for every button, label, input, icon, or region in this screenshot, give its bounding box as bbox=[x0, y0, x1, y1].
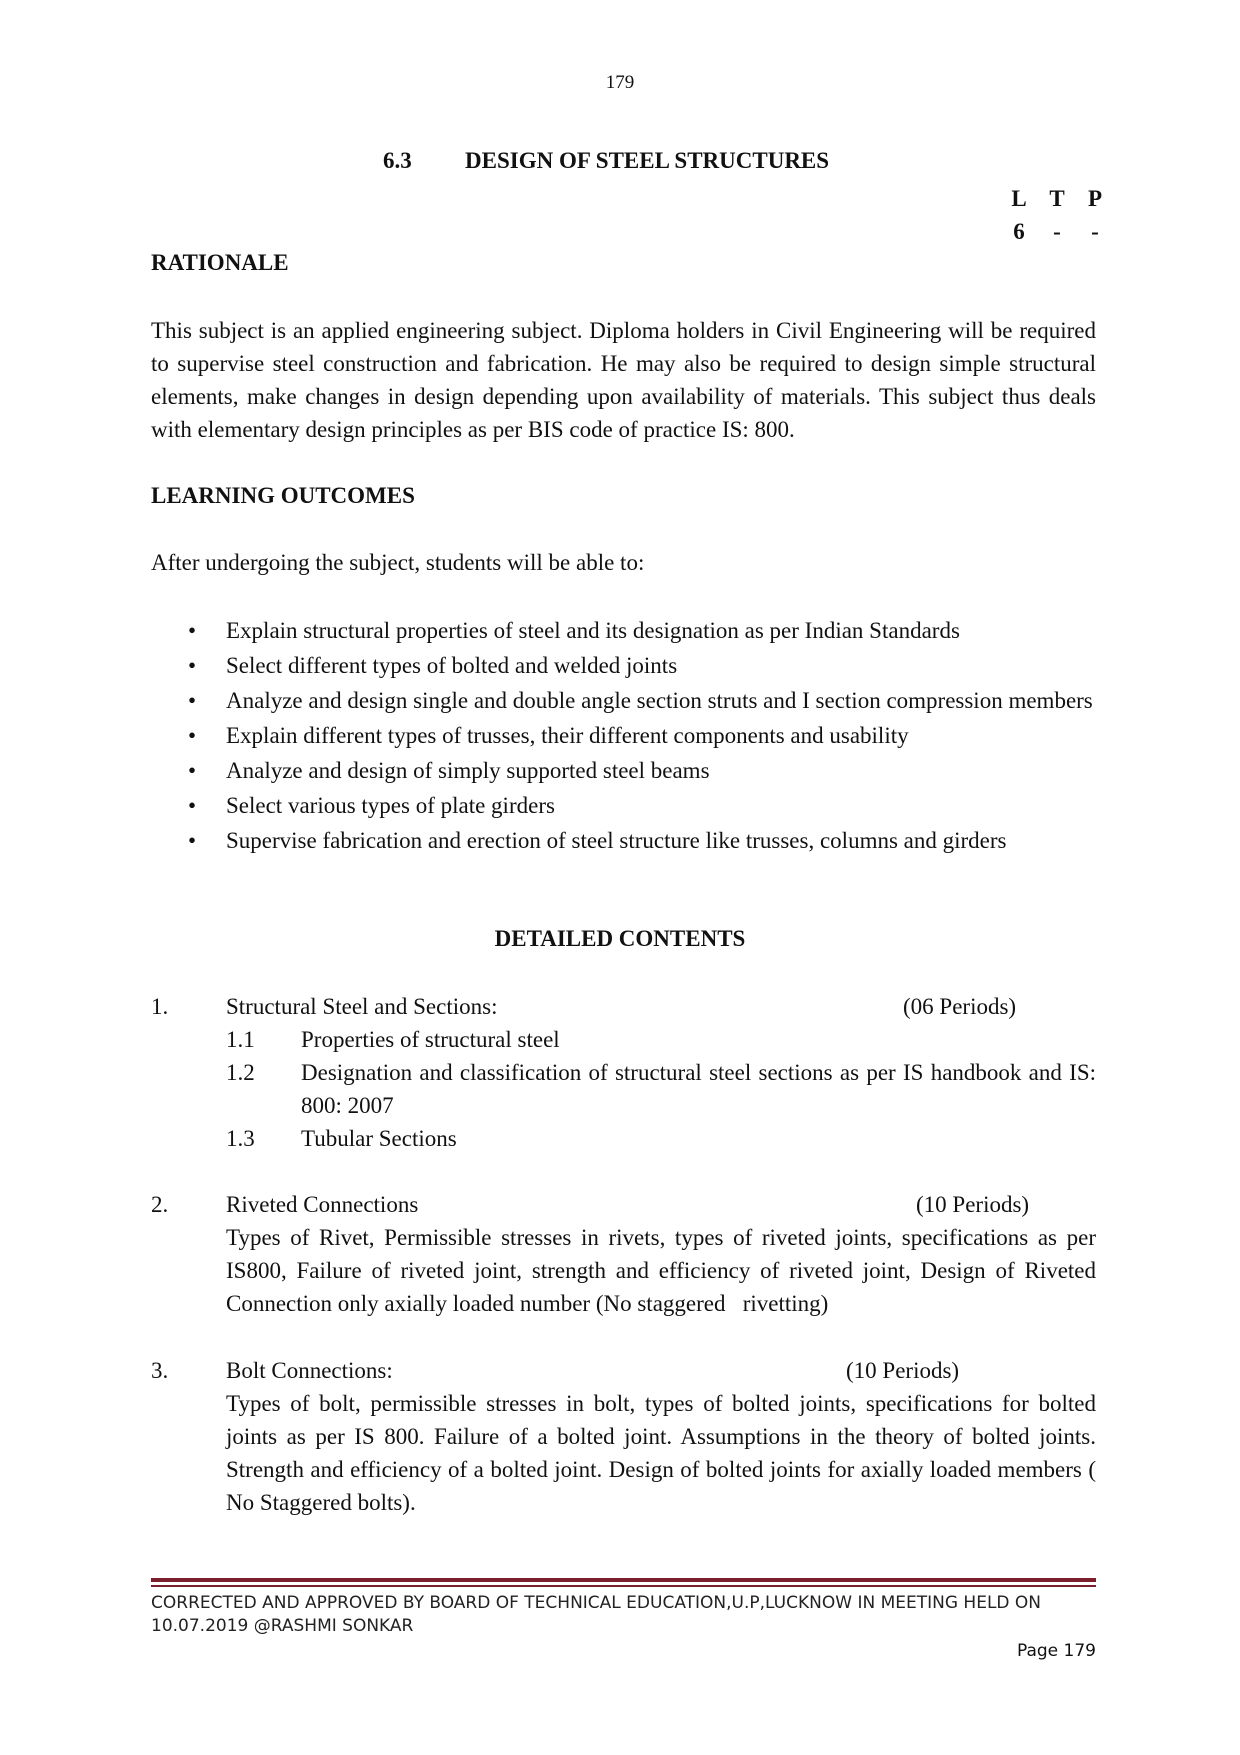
section-2-body: Types of Rivet, Permissible stresses in rivets, types of riveted joints, specifications as per IS800, Failure of riveted joint, strength and efficiency of riveted joint, Design of Riveted Connection only axially loaded number (No staggered rivetting) bbox=[226, 1225, 1102, 1316]
ltp-value-l: 6 bbox=[1013, 219, 1025, 244]
outcome-text: Select different types of bolted and welded joints bbox=[226, 653, 678, 678]
outcome-text: Analyze and design of simply supported steel beams bbox=[226, 758, 710, 783]
section-3-periods: (10 Periods) bbox=[846, 1358, 960, 1383]
subitem-1-3-number: 1.3 bbox=[226, 1126, 255, 1151]
footer-rule bbox=[151, 1578, 1096, 1582]
list-item bbox=[188, 684, 1096, 717]
section-3-title: Bolt Connections: bbox=[226, 1358, 393, 1383]
ltp-header-p: P bbox=[1087, 186, 1103, 211]
bullet-icon: • bbox=[188, 758, 197, 783]
section-2-periods: (10 Periods) bbox=[916, 1192, 1030, 1217]
learning-outcomes-heading: LEARNING OUTCOMES bbox=[151, 483, 415, 508]
subject-title: DESIGN OF STEEL STRUCTURES bbox=[465, 148, 830, 173]
footer-page-number: Page 179 bbox=[1016, 1641, 1096, 1661]
list-item bbox=[188, 614, 1096, 647]
section-3-body: Types of bolt, permissible stresses in bolt, types of bolted joints, specifications for bolted joints as per IS 800. Failure of a bolted joint. Assumptions in the theory of bolted joints. Strength and efficiency of a bolted joint. Design of bolted joints for axially loaded members ( No Staggered bolts). bbox=[226, 1391, 1096, 1515]
ltp-header-t: T bbox=[1049, 186, 1065, 211]
bullet-icon: • bbox=[188, 723, 197, 748]
section-1-number: 1. bbox=[151, 994, 169, 1019]
section-1-periods: (06 Periods) bbox=[903, 994, 1017, 1019]
subitem-1-1-text: Properties of structural steel bbox=[301, 1027, 560, 1052]
subitem-1-1-number: 1.1 bbox=[226, 1027, 255, 1052]
footer-approval-text: CORRECTED AND APPROVED BY BOARD OF TECHNICAL EDUCATION,U.P,LUCKNOW IN MEETING HELD ON 10.07.2019 @RASHMI SONKAR bbox=[151, 1593, 1042, 1636]
ltp-table bbox=[1000, 182, 1114, 248]
outcome-text: Analyze and design single and double angle section struts and I section compression members bbox=[226, 688, 1093, 713]
bullet-icon: • bbox=[188, 793, 197, 818]
subitem-1-2-number: 1.2 bbox=[226, 1060, 255, 1085]
list-item bbox=[188, 649, 1096, 682]
outcome-text: Explain structural properties of steel and its designation as per Indian Standards bbox=[226, 618, 960, 643]
bullet-icon: • bbox=[188, 688, 197, 713]
bullet-icon: • bbox=[188, 828, 197, 853]
list-item bbox=[188, 824, 1096, 857]
rationale-text: This subject is an applied engineering subject. Diploma holders in Civil Engineering will be required to supervise steel construction and fabrication. He may also be required to design simple structural elements, make changes in design depending upon availability of materials. This subject thus deals with elementary design principles as per BIS code of practice IS: 800. bbox=[151, 318, 1096, 442]
learning-outcomes-intro: After undergoing the subject, students will be able to: bbox=[151, 550, 645, 575]
outcome-text: Select various types of plate girders bbox=[226, 793, 555, 818]
section-2-number: 2. bbox=[151, 1192, 169, 1217]
detailed-contents-heading: DETAILED CONTENTS bbox=[494, 926, 746, 951]
section-3-number: 3. bbox=[151, 1358, 169, 1383]
ltp-header-l: L bbox=[1011, 186, 1027, 211]
subitem-1-2-text: Designation and classification of structural steel sections as per IS handbook and IS: 800: 2007 bbox=[301, 1060, 1096, 1118]
ltp-values bbox=[1000, 215, 1114, 248]
list-item bbox=[188, 719, 1096, 752]
bullet-icon: • bbox=[188, 618, 197, 643]
section-1-title: Structural Steel and Sections: bbox=[226, 994, 498, 1019]
ltp-value-t: - bbox=[1053, 219, 1061, 244]
ltp-headers bbox=[1000, 182, 1114, 215]
ltp-value-p: - bbox=[1091, 219, 1099, 244]
learning-outcomes-list bbox=[188, 614, 1096, 859]
subitem-1-3-text: Tubular Sections bbox=[301, 1126, 457, 1151]
section-2-title: Riveted Connections bbox=[226, 1192, 419, 1217]
outcome-text: Supervise fabrication and erection of steel structure like trusses, columns and girders bbox=[226, 828, 1007, 853]
footer-rule-thin bbox=[151, 1585, 1096, 1587]
list-item bbox=[188, 754, 1096, 787]
subject-number: 6.3 bbox=[383, 148, 412, 173]
bullet-icon: • bbox=[188, 653, 197, 678]
rationale-heading: RATIONALE bbox=[151, 250, 289, 275]
page-number-top: 179 bbox=[605, 72, 635, 93]
outcome-text: Explain different types of trusses, their different components and usability bbox=[226, 723, 909, 748]
list-item bbox=[188, 789, 1096, 822]
